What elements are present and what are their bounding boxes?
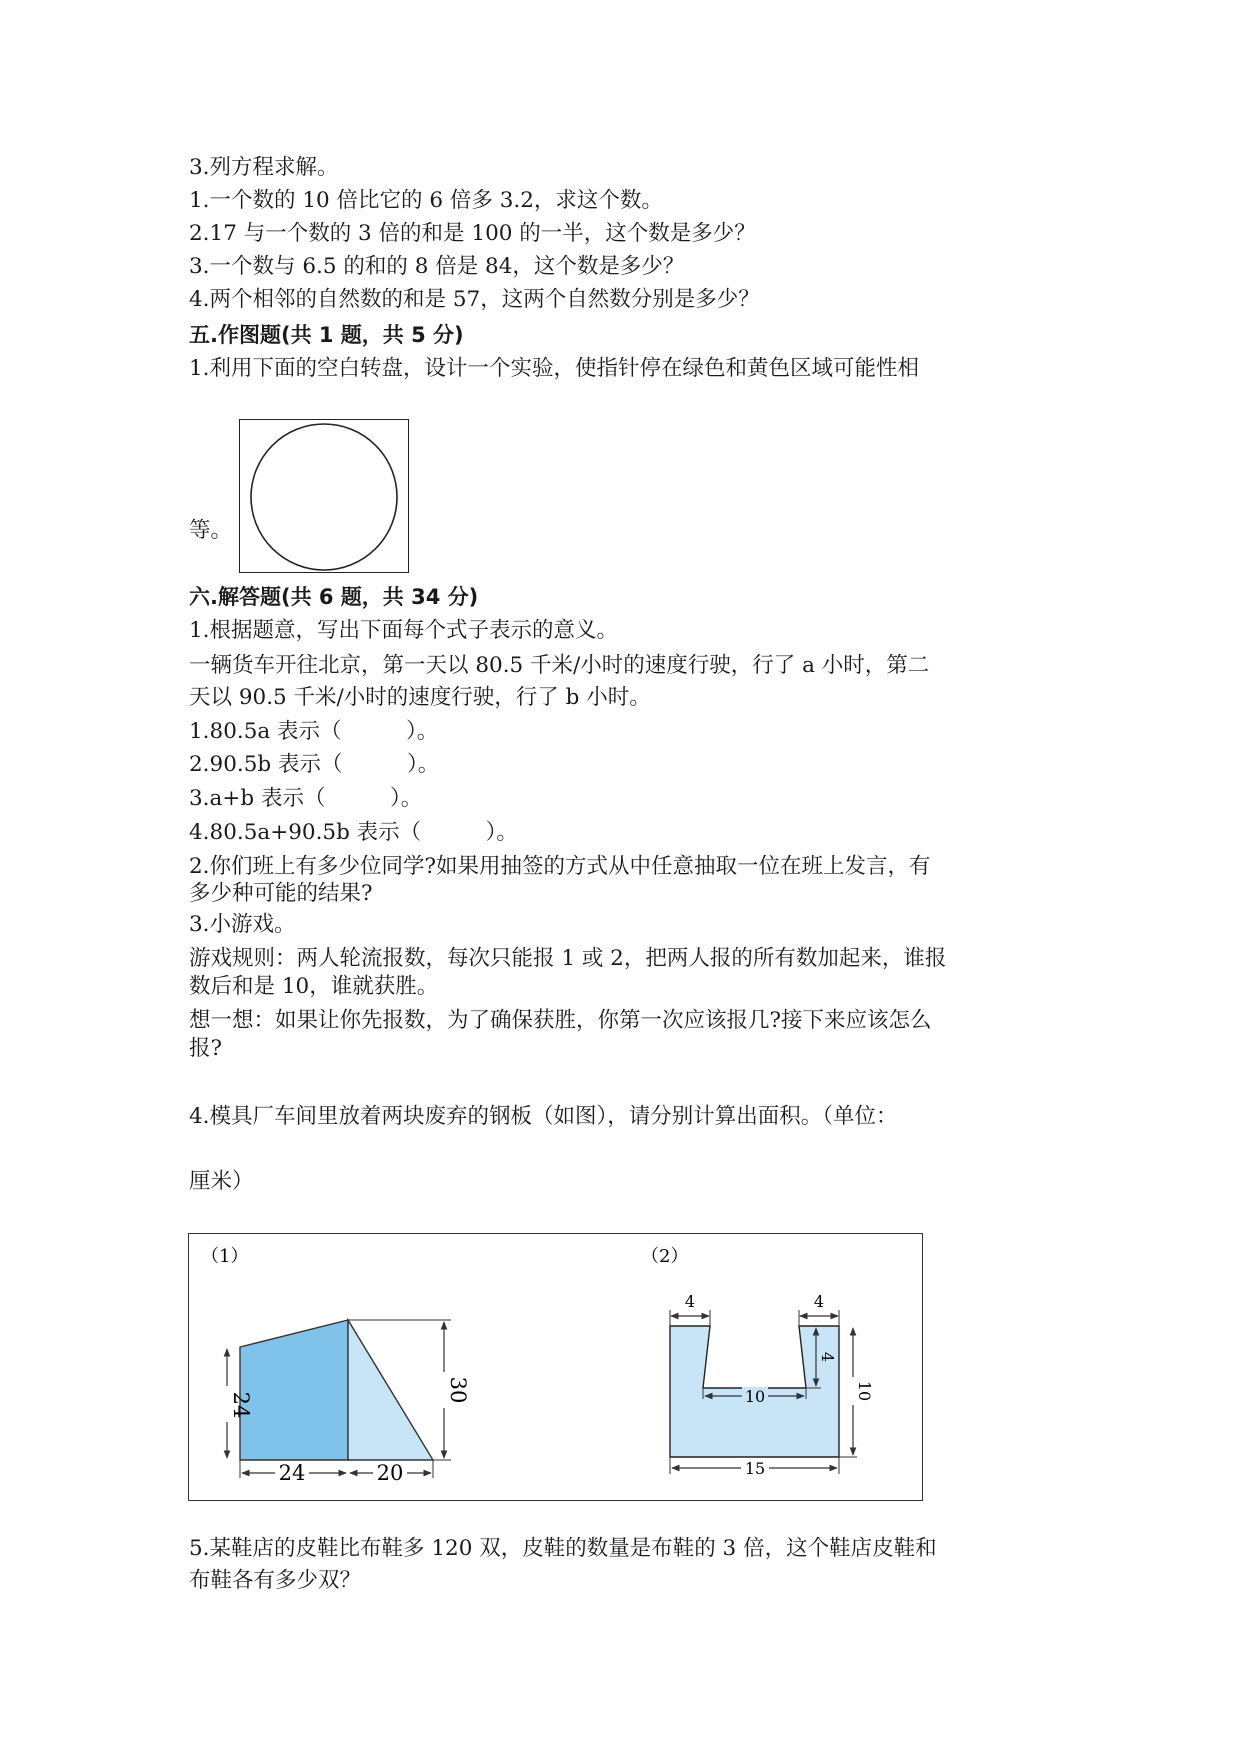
sub-question: 2.90.5b 表示（ ）。 (189, 752, 440, 777)
fig1-dim-left-label: 24 (229, 1391, 253, 1419)
fig2-dim-notch-depth-label: 4 (818, 1351, 837, 1363)
fig1-dim-bottom-right-label: 20 (376, 1461, 404, 1485)
figure-drawing (189, 1234, 924, 1502)
blank-spinner-frame (239, 419, 409, 573)
question-line: 布鞋各有多少双？ (189, 1568, 362, 1593)
question-line: 1.根据题意，写出下面每个式子表示的意义。 (189, 618, 619, 643)
fig2-dim-top-right-label: 4 (813, 1292, 825, 1311)
fig2-dim-height-label: 10 (855, 1380, 874, 1402)
sub-question: 4.80.5a+90.5b 表示（ ）。 (189, 820, 518, 845)
fig1-triangle (348, 1320, 433, 1460)
question-line: 4.模具厂车间里放着两块废弃的钢板（如图），请分别计算出面积。（单位： (189, 1104, 898, 1129)
question-line: 多少种可能的结果? (189, 881, 373, 906)
fig2-dim-width-label: 15 (744, 1459, 766, 1478)
question-line: 5.某鞋店的皮鞋比布鞋多 120 双，皮鞋的数量是布鞋的 3 倍，这个鞋店皮鞋和 (189, 1536, 937, 1561)
heading-equations: 3.列方程求解。 (189, 155, 339, 180)
fig1-trapezoid (240, 1320, 348, 1460)
question-line: 游戏规则：两人轮流报数，每次只能报 1 或 2，把两人报的所有数加起来，谁报 (189, 946, 947, 971)
question-line: 报? (189, 1036, 223, 1061)
spinner-circle (251, 424, 397, 570)
fig2-dim-top-left-label: 4 (684, 1292, 696, 1311)
question-line: 一辆货车开往北京，第一天以 80.5 千米/小时的速度行驶，行了 a 小时，第二 (189, 653, 930, 678)
question-line: 4.两个相邻的自然数的和是 57，这两个自然数分别是多少？ (189, 287, 760, 312)
blank-spinner (240, 420, 410, 574)
section-title-drawing: 五.作图题(共 1 题，共 5 分) (189, 323, 464, 347)
question-line: 天以 90.5 千米/小时的速度行驶，行了 b 小时。 (189, 685, 651, 710)
section-title-answers: 六.解答题(共 6 题，共 34 分) (189, 585, 479, 609)
question-line: 2.你们班上有多少位同学?如果用抽签的方式从中任意抽取一位在班上发言，有 (189, 854, 931, 879)
question-line: 想一想：如果让你先报数，为了确保获胜，你第一次应该报几?接下来应该怎么 (189, 1008, 932, 1033)
fig1-dim-right-label: 30 (446, 1376, 470, 1404)
question-line: 1.一个数的 10 倍比它的 6 倍多 3.2，求这个数。 (189, 188, 663, 213)
question-line: 3.一个数与 6.5 的和的 8 倍是 84，这个数是多少？ (189, 254, 685, 279)
question-line: 1.利用下面的空白转盘，设计一个实验，使指针停在绿色和黄色区域可能性相 (189, 356, 920, 381)
question-line: 厘米） (189, 1169, 254, 1194)
question-line: 数后和是 10，谁就获胜。 (189, 974, 439, 999)
question-line: 2.17 与一个数的 3 倍的和是 100 的一半，这个数是多少？ (189, 221, 756, 246)
question-line: 等。 (189, 518, 233, 543)
steel-plates-figure (188, 1233, 923, 1501)
fig1-label: （1） (201, 1246, 249, 1267)
sub-question: 1.80.5a 表示（ ）。 (189, 719, 439, 744)
fig2-dim-notch-bottom-label: 10 (744, 1387, 766, 1406)
question-line: 3.小游戏。 (189, 912, 296, 937)
fig1-dim-bottom-left-label: 24 (278, 1461, 306, 1485)
fig2-label: （2） (641, 1246, 689, 1267)
sub-question: 3.a+b 表示（ ）。 (189, 786, 423, 811)
